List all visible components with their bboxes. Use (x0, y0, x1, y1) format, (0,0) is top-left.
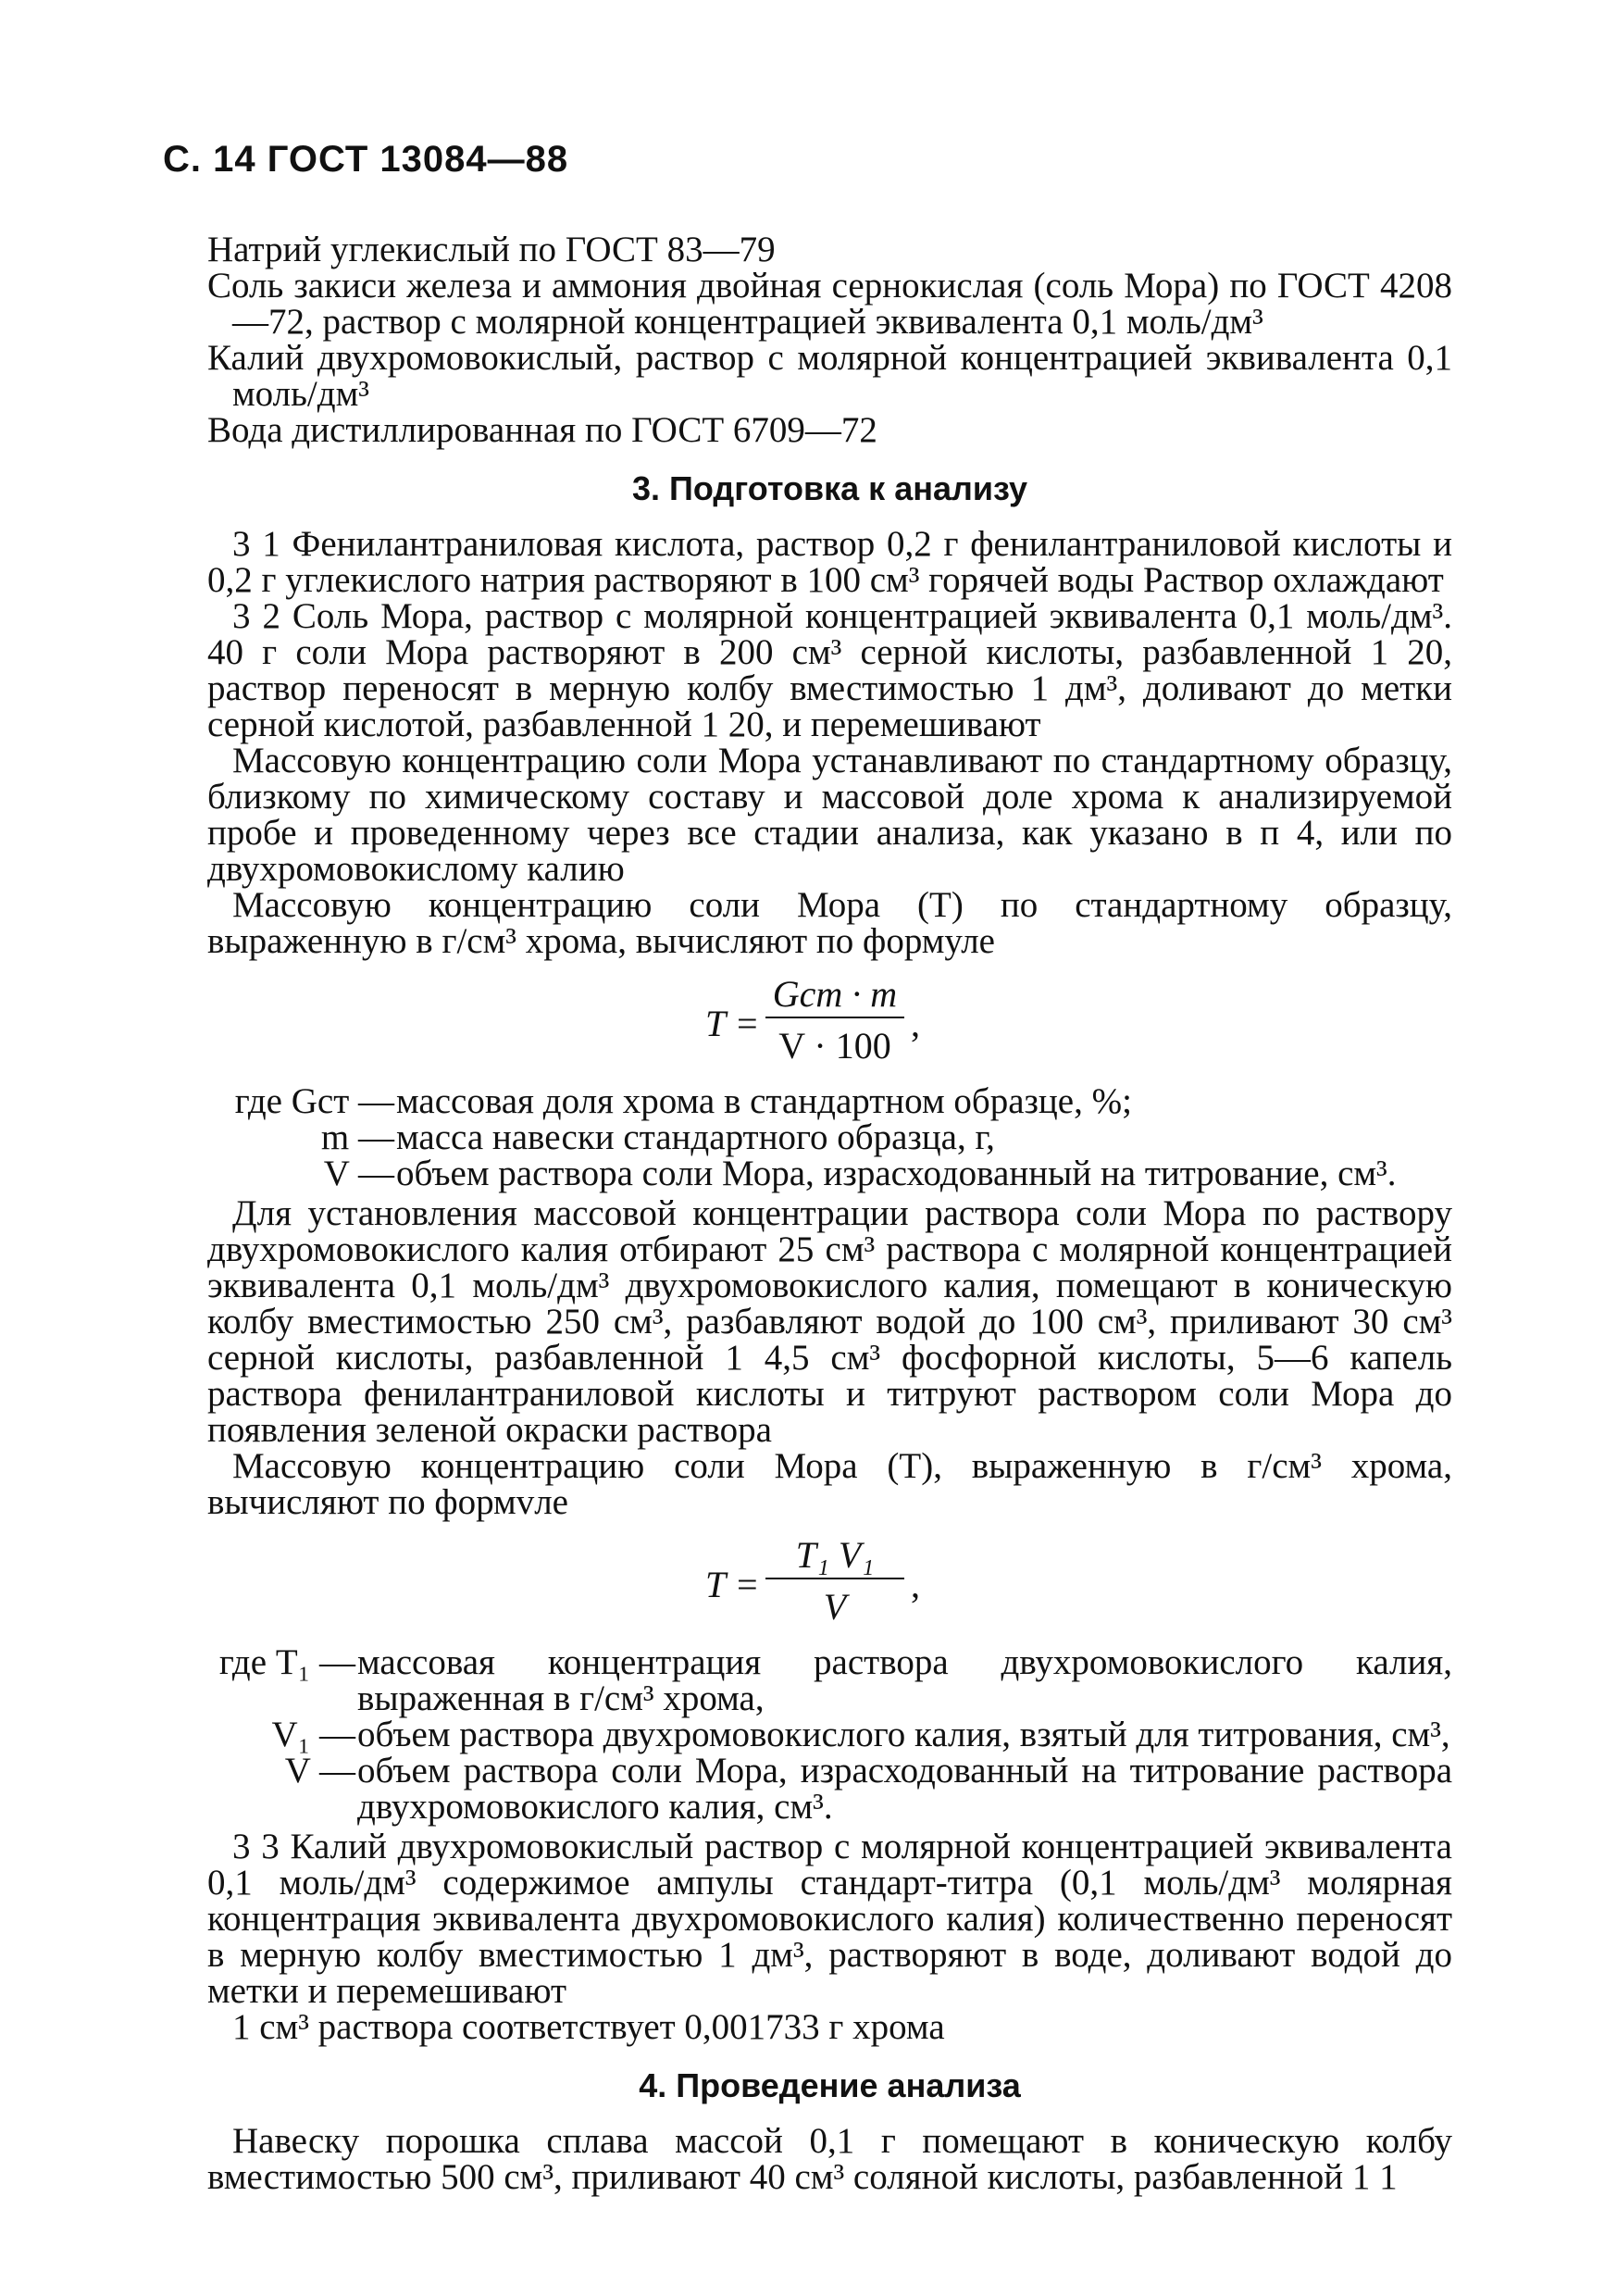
reagent-item: Калий двухромовокислый, раствор с молярной концентрацией эквивалента 0,1 моль/дм³ (207, 338, 1452, 414)
definition-row (207, 1155, 1452, 1192)
formula-2-lhs: T = (705, 1564, 760, 1605)
definition-text: массовая доля хрома в стандартном образце, %; (396, 1081, 1132, 1121)
paragraph-formula-1-intro: Массовую концентрацию соли Мора (T) по стандартному образцу, выраженную в г/см³ хрома, вычисляют по формуле (207, 885, 1452, 961)
definition-text: объем раствора двухромовокислого калия, взятый для титрования, см³, (357, 1715, 1450, 1754)
formula-1 (207, 965, 1452, 1076)
paragraph-standard-sample: Массовую концентрацию соли Мора устанавливают по стандартному образцу, близкому по химическому составу и массовой доле хрома к анализируемой пробе и проведенному через все стадии анализа, как указано в п 4, или по двухромовокислому калию (207, 741, 1452, 889)
document-body (207, 231, 1452, 2195)
reagent-item: Соль закиси железа и аммония двойная сернокислая (соль Мора) по ГОСТ 4208—72, раствор с молярной концентрацией эквивалента 0,1 моль/дм³ (207, 266, 1452, 342)
formula-2-denominator: V (823, 1586, 847, 1628)
definition-text: масса навески стандартного образца, г, (396, 1117, 995, 1157)
reagent-item: Натрий углекислый по ГОСТ 83—79 (207, 230, 776, 269)
definition-row (207, 1119, 1452, 1155)
reagent-item: Вода дистиллированная по ГОСТ 6709—72 (207, 410, 877, 450)
paragraph-formula-2-intro: Массовую концентрацию соли Мора (T), выраженную в г/см³ хрома, вычисляют по формvле (207, 1446, 1452, 1522)
definition-row (207, 1644, 1452, 1716)
formula-2-comma: , (911, 1564, 920, 1605)
reagents-list (207, 231, 1452, 448)
definition-symbol: V — (284, 1751, 355, 1791)
section-4-title: 4. Проведение анализа (639, 2066, 1021, 2104)
running-header: С. 14 ГОСТ 13084—88 (163, 139, 569, 180)
formula-1-denominator: V · 100 (778, 1025, 891, 1067)
formula-1-comma: , (911, 1003, 920, 1044)
formula-2-fraction-bar (765, 1578, 904, 1579)
formula-2-definitions (207, 1644, 1452, 1825)
definition-symbol: где T₁ — (218, 1642, 355, 1682)
paragraph-dichromate-method: Для установления массовой концентрации раствора соли Мора по раствору двухромовокислого калия отбирают 25 см³ раствора с молярной концентрацией эквивалента 0,1 моль/дм³ двухромовокислого калия, помещают в коническую колбу вместимостью 250 см³, разбавляют водой до 100 см³, приливают 30 см³ серной кислоты, разбавленной 1 4,5 см³ фосфорной кислоты, 5—6 капель раствора фенилантраниловой кислоты и титруют раствором соли Мора до появления зеленой окраски раствора (207, 1193, 1452, 1450)
paragraph-3-2: 3 2 Соль Мора, раствор с молярной концентрацией эквивалента 0,1 моль/дм³. 40 г соли Мора растворяют в 200 см³ серной кислоты, разбавленной 1 20, раствор переносят в мерную колбу вместимостью 1 дм³, доливают до метки серной кислотой, разбавленной 1 20, и перемешивают (207, 596, 1452, 744)
definition-row (207, 1083, 1452, 1119)
formula-1-lhs: T = (705, 1003, 760, 1044)
definition-row (207, 1753, 1452, 1825)
definition-text: массовая концентрация раствора двухромовокислого калия, выраженная в г/см³ хрома, (357, 1642, 1452, 1718)
formula-2-numerator: T₁ V₁ (795, 1534, 875, 1576)
definition-text: объем раствора соли Мора, израсходованный на титрование, см³. (396, 1154, 1397, 1193)
formula-1-numerator: Gст · m (772, 973, 898, 1015)
formula-1-definitions (207, 1083, 1452, 1192)
definition-row (207, 1716, 1452, 1753)
paragraph-3-1: 3 1 Фенилантраниловая кислота, раствор 0,2 г фенилантраниловой кислоты и 0,2 г углекислого натрия растворяют в 100 см³ горячей воды Раствор охлаждают (207, 524, 1452, 600)
paragraph-3-3: 3 3 Калий двухромовокислый раствор с молярной концентрацией эквивалента 0,1 моль/дм³ содержимое ампулы стандарт-титра (0,1 моль/дм³ молярная концентрация эквивалента двухромовокислого калия) количественно переносят в мерную колбу вместимостью 1 дм³, растворяют в воде, доливают водой до метки и перемешивают (207, 1827, 1452, 2011)
section-3-title: 3. Подготовка к анализу (631, 469, 1028, 507)
definition-text: объем раствора соли Мора, израсходованный на титрование раствора двухромовокислого калия, см³. (357, 1751, 1452, 1827)
paragraph-equivalence: 1 см³ раствора соответствует 0,001733 г хрома (232, 2007, 945, 2047)
paragraph-4-1: Навеску порошка сплава массой 0,1 г помещают в коническую колбу вместимостью 500 см³, приливают 40 см³ соляной кислоты, разбавленной 1 1 (207, 2121, 1452, 2197)
definition-symbol: V₁ — (271, 1715, 355, 1754)
definition-symbol: где Gст — (234, 1081, 394, 1121)
formula-1-fraction-bar (765, 1017, 904, 1018)
definition-symbol: V — (323, 1154, 394, 1193)
formula-2 (207, 1526, 1452, 1637)
definition-symbol: m — (320, 1117, 394, 1157)
